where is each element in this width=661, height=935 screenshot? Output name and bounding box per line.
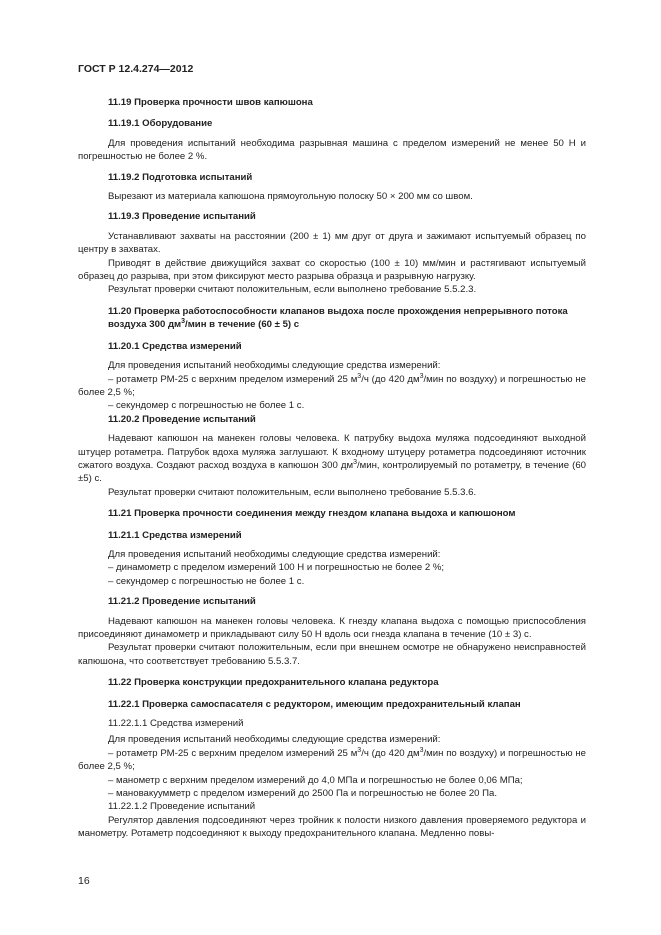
document-body bbox=[78, 88, 586, 841]
list-item: – ротаметр РМ-25 с верхним пределом измерений 25 $м^3/ч$ (до 420 $дм^3$/мин по воздуху) и погрешностью не более 2,5 %; bbox=[78, 372, 586, 398]
heading-text: 11.20 Проверка работоспособности клапанов выдоха после прохождения непрерывного потока воздуха 300 дм bbox=[108, 305, 568, 331]
page-number: 16 bbox=[78, 875, 90, 887]
subsection-heading: 11.20.1 Средства измерений bbox=[108, 340, 242, 352]
section-heading bbox=[78, 305, 586, 332]
paragraph: Регулятор давления подсоединяют через тройник к полости низкого давления проверяемого редуктора и манометру. Ротаметр подсоединяют к выходу предохранительного клапана. Медленно повы- bbox=[78, 814, 586, 840]
paragraph: Для проведения испытаний необходима разрывная машина с пределом измерений не менее 50 Н и погрешностью не более 2 %. bbox=[78, 137, 586, 163]
subsection-heading: 11.22.1 Проверка самоспасателя с редуктором, имеющим предохранительный клапан bbox=[108, 698, 521, 710]
subsection-heading: 11.19.1 Оборудование bbox=[108, 118, 213, 130]
paragraph: Результат проверки считают положительным, если выполнено требование 5.5.2.3. bbox=[108, 284, 477, 296]
superscript: 3 bbox=[419, 372, 424, 380]
list-item: – мановакуумметр с пределом измерений до 2500 Па и погрешностью не более 20 Па. bbox=[108, 788, 498, 800]
subsection-heading: 11.21.2 Проведение испытаний bbox=[108, 596, 256, 608]
subsection-heading: 11.19.2 Подготовка испытаний bbox=[108, 171, 253, 183]
superscript: 3 bbox=[357, 746, 362, 754]
heading-text: /мин в течение (60 ± 5) с bbox=[185, 319, 300, 331]
subsubsection-heading: 11.22.1.1 Средства измерений bbox=[108, 718, 244, 730]
subsection-heading: 11.21.1 Средства измерений bbox=[108, 529, 242, 541]
subsection-heading: 11.20.2 Проведение испытаний bbox=[108, 413, 256, 425]
list-item: – манометр с верхним пределом измерений до 4,0 МПа и погрешностью не более 0,06 МПа; bbox=[108, 774, 523, 786]
superscript: 3 bbox=[353, 458, 358, 466]
paragraph: Результат проверки считают положительным, если при внешнем осмотре не обнаружено неисправностей капюшона, что соответствует требованию 5.5.3.7. bbox=[78, 642, 586, 667]
list-item: – ротаметр РМ-25 с верхним пределом измерений 25 $м^3/ч$ (до 420 $дм^3$/мин по воздуху) и погрешностью не более 2,5 %; bbox=[78, 746, 586, 773]
section-heading: 11.21 Проверка прочности соединения между гнездом клапана выдоха и капюшоном bbox=[108, 508, 516, 520]
document-header: ГОСТ Р 12.4.274—2012 bbox=[78, 63, 194, 75]
subsubsection-heading: 11.22.1.2 Проведение испытаний bbox=[108, 801, 256, 813]
paragraph: Устанавливают захваты на расстоянии (200 ± 1) мм друг от друга и зажимают испытуемый образец по центру в захватах. bbox=[78, 230, 586, 256]
paragraph: Результат проверки считают положительным, если выполнено требование 5.5.3.6. bbox=[108, 486, 477, 498]
list-item: – динамометр с пределом измерений 100 Н и погрешностью не более 2 %; bbox=[108, 562, 445, 574]
list-item: – секундомер с погрешностью не более 1 с. bbox=[108, 400, 305, 412]
section-heading: 11.22 Проверка конструкции предохранительного клапана редуктора bbox=[108, 677, 439, 689]
paragraph: Вырезают из материала капюшона прямоугольную полоску 50 × 200 мм со швом. bbox=[108, 191, 473, 203]
list-item: – секундомер с погрешностью не более 1 с. bbox=[108, 575, 305, 587]
superscript: 3 bbox=[357, 372, 362, 380]
section-heading: 11.19 Проверка прочности швов капюшона bbox=[108, 97, 313, 108]
paragraph: Приводят в действие движущийся захват со скоростью (100 ± 10) мм/мин и растягивают испытуемый образец до разрыва, при этом фиксируют место разрыва образца и разрывную нагрузку. bbox=[78, 257, 586, 283]
paragraph: Для проведения испытаний необходимы следующие средства измерений: bbox=[108, 360, 441, 372]
paragraph: Надевают капюшон на манекен головы человека. К гнезду клапана выдоха с помощью приспособления присоединяют динамометр и прикладывают силу 50 Н вдоль оси гнезда клапана в течение (10 ± 3) с. bbox=[78, 615, 586, 640]
subsection-heading: 11.19.3 Проведение испытаний bbox=[108, 211, 256, 223]
paragraph: Надевают капюшон на манекен головы человека. К патрубку выдоха муляжа подсоединяют выходной штуцер ротаметра. Патрубок вдоха муляжа заглушают. К входному штуцеру ротаметра подсоединяют источник сжатого воздуха. Создают расход воздуха в капюшон 300 $дм^3$/мин, контролируемый по ротаметру, в течение (60 ±5) с. bbox=[78, 433, 586, 485]
superscript: 3 bbox=[419, 746, 424, 754]
superscript: 3 bbox=[181, 318, 186, 326]
paragraph: Для проведения испытаний необходимы следующие средства измерений: bbox=[108, 548, 441, 560]
paragraph: Для проведения испытаний необходимы следующие средства измерений: bbox=[108, 734, 441, 746]
